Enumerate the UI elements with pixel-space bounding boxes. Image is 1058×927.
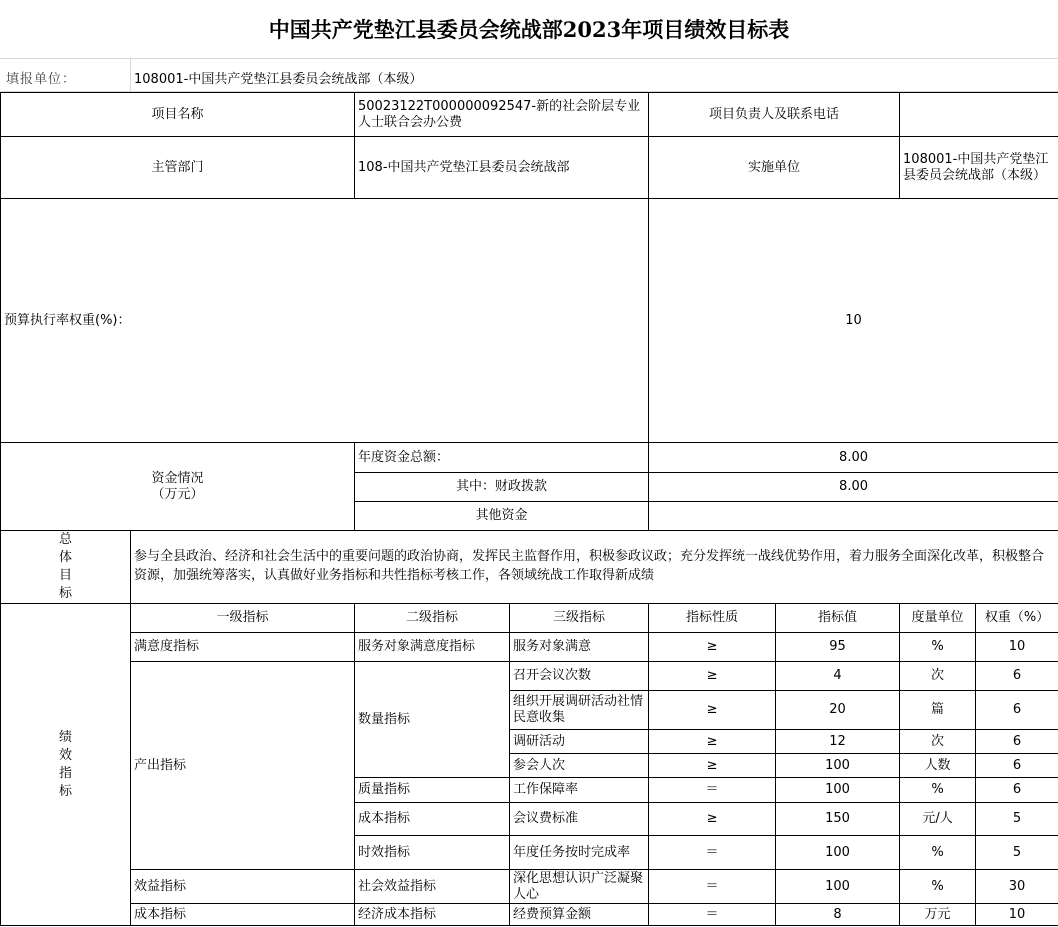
value-cell: 12 xyxy=(776,730,900,754)
funds-label-line2: （万元） xyxy=(151,486,204,502)
funds-fiscal-value: 8.00 xyxy=(649,473,1058,502)
fill-unit-label: 填报单位： xyxy=(6,72,77,87)
weight-cell: 6 xyxy=(976,662,1058,691)
table-row xyxy=(1,662,1058,691)
overall-goal-text: 参与全县政治、经济和社会生活中的重要问题的政治协商，发挥民主监督作用，积极参政议政；充分发挥统一战线优势作用，着力服务全面深化改革，积极整合资源，加强统筹落实，认真做好业务指标和共性指标考核工作，各领域统战工作取得新成绩 xyxy=(131,531,1058,604)
level3-cell: 工作保障率 xyxy=(510,778,649,803)
table-row xyxy=(1,904,1058,926)
nature-cell: ≥ xyxy=(649,662,776,691)
value-cell: 100 xyxy=(776,778,900,803)
header-level2: 二级指标 xyxy=(355,604,510,633)
performance-table xyxy=(0,92,1058,926)
funds-other-label: 其他资金 xyxy=(355,502,649,531)
value-cell: 100 xyxy=(776,870,900,904)
value-cell: 100 xyxy=(776,836,900,870)
weight-cell: 6 xyxy=(976,691,1058,730)
level2-cell: 数量指标 xyxy=(355,662,510,778)
project-name-value: 50023122T000000092547-新的社会阶层专业人士联合会办公费 xyxy=(355,93,649,137)
header-level1: 一级指标 xyxy=(131,604,355,633)
budget-weight-row xyxy=(1,199,1058,443)
funds-label-line1: 资金情况 xyxy=(151,470,204,486)
unit-cell: % xyxy=(900,633,976,662)
nature-cell: ＝ xyxy=(649,904,776,926)
nature-cell: ≥ xyxy=(649,691,776,730)
weight-cell: 5 xyxy=(976,803,1058,836)
value-cell: 20 xyxy=(776,691,900,730)
level1-cell: 产出指标 xyxy=(131,662,355,870)
nature-cell: ＝ xyxy=(649,778,776,803)
weight-cell: 6 xyxy=(976,778,1058,803)
unit-cell: 万元 xyxy=(900,904,976,926)
level2-cell: 社会效益指标 xyxy=(355,870,510,904)
level1-cell: 满意度指标 xyxy=(131,633,355,662)
budget-weight-label: 预算执行率权重(%)： xyxy=(1,199,649,443)
unit-cell: % xyxy=(900,870,976,904)
funds-label xyxy=(1,443,355,531)
impl-unit-label: 实施单位 xyxy=(649,137,900,199)
unit-cell: 次 xyxy=(900,662,976,691)
table-row xyxy=(1,633,1058,662)
funds-fiscal-label: 其中：财政拨款 xyxy=(355,473,649,502)
nature-cell: ＝ xyxy=(649,870,776,904)
header-weight: 权重（%） xyxy=(976,604,1058,633)
dept-label: 主管部门 xyxy=(1,137,355,199)
value-cell: 95 xyxy=(776,633,900,662)
value-cell: 100 xyxy=(776,754,900,778)
level3-cell: 参会人次 xyxy=(510,754,649,778)
fill-unit-value: 108001-中国共产党垫江县委员会统战部（本级） xyxy=(134,72,423,87)
unit-cell: 次 xyxy=(900,730,976,754)
header-value: 指标值 xyxy=(776,604,900,633)
fill-unit-divider xyxy=(130,59,131,92)
level1-cell: 成本指标 xyxy=(131,904,355,926)
unit-cell: 人数 xyxy=(900,754,976,778)
dept-value: 108-中国共产党垫江县委员会统战部 xyxy=(355,137,649,199)
project-name-row xyxy=(1,93,1058,137)
page-title: 中国共产党垫江县委员会统战部2023年项目绩效目标表 xyxy=(268,17,790,42)
funds-total-label: 年度资金总额： xyxy=(355,443,649,473)
weight-cell: 6 xyxy=(976,730,1058,754)
overall-goal-row xyxy=(1,531,1058,604)
project-owner-value xyxy=(900,93,1058,137)
fill-unit-row xyxy=(0,58,1058,92)
nature-cell: ≥ xyxy=(649,730,776,754)
unit-cell: 元/人 xyxy=(900,803,976,836)
level3-cell: 经费预算金额 xyxy=(510,904,649,926)
header-nature: 指标性质 xyxy=(649,604,776,633)
unit-cell: % xyxy=(900,778,976,803)
weight-cell: 6 xyxy=(976,754,1058,778)
weight-cell: 10 xyxy=(976,904,1058,926)
level3-cell: 服务对象满意 xyxy=(510,633,649,662)
unit-cell: % xyxy=(900,836,976,870)
level3-cell: 调研活动 xyxy=(510,730,649,754)
header-level3: 三级指标 xyxy=(510,604,649,633)
nature-cell: ≥ xyxy=(649,754,776,778)
level3-cell: 组织开展调研活动社情民意收集 xyxy=(510,691,649,730)
weight-cell: 30 xyxy=(976,870,1058,904)
level2-cell: 成本指标 xyxy=(355,803,510,836)
value-cell: 4 xyxy=(776,662,900,691)
indicators-label: 绩 效 指 标 xyxy=(1,604,131,926)
nature-cell: ≥ xyxy=(649,803,776,836)
level3-cell: 深化思想认识广泛凝聚人心 xyxy=(510,870,649,904)
value-cell: 8 xyxy=(776,904,900,926)
impl-unit-value: 108001-中国共产党垫江县委员会统战部（本级） xyxy=(900,137,1058,199)
funds-total-row xyxy=(1,443,1058,473)
level3-cell: 会议费标准 xyxy=(510,803,649,836)
value-cell: 150 xyxy=(776,803,900,836)
funds-total-value: 8.00 xyxy=(649,443,1058,473)
budget-weight-value: 10 xyxy=(649,199,1058,443)
level3-cell: 年度任务按时完成率 xyxy=(510,836,649,870)
nature-cell: ＝ xyxy=(649,836,776,870)
table-row xyxy=(1,870,1058,904)
level2-cell: 时效指标 xyxy=(355,836,510,870)
project-owner-label: 项目负责人及联系电话 xyxy=(649,93,900,137)
overall-goal-label: 总 体 目 标 xyxy=(1,531,131,604)
level2-cell: 服务对象满意度指标 xyxy=(355,633,510,662)
weight-cell: 10 xyxy=(976,633,1058,662)
project-name-label: 项目名称 xyxy=(1,93,355,137)
level2-cell: 经济成本指标 xyxy=(355,904,510,926)
level2-cell: 质量指标 xyxy=(355,778,510,803)
nature-cell: ≥ xyxy=(649,633,776,662)
header-unit: 度量单位 xyxy=(900,604,976,633)
level3-cell: 召开会议次数 xyxy=(510,662,649,691)
unit-cell: 篇 xyxy=(900,691,976,730)
funds-other-value xyxy=(649,502,1058,531)
weight-cell: 5 xyxy=(976,836,1058,870)
level1-cell: 效益指标 xyxy=(131,870,355,904)
indicator-header-row xyxy=(1,604,1058,633)
department-row xyxy=(1,137,1058,199)
